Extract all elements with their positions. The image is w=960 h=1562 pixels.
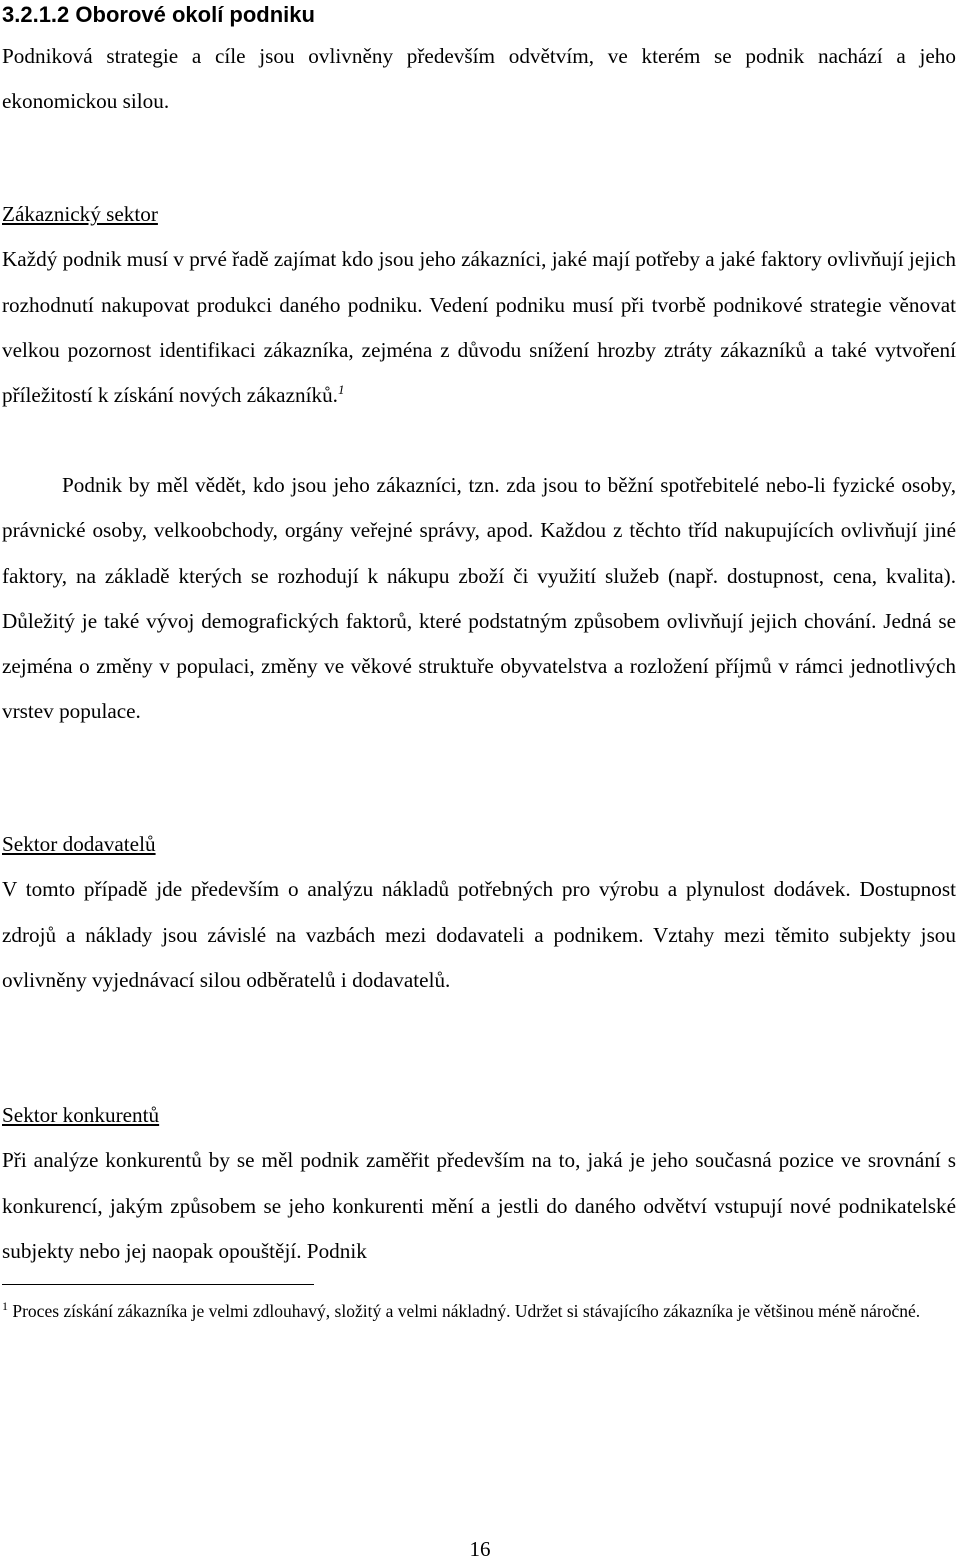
suppliers-section — [2, 822, 956, 1003]
intro-paragraph: Podniková strategie a cíle jsou ovlivněny především odvětvím, ve kterém se podnik nachází a jeho ekonomickou silou. — [2, 44, 956, 114]
footnote-marker: 1 — [2, 1299, 8, 1314]
suppliers-subheading: Sektor dodavatelů — [2, 832, 156, 856]
page-number: 16 — [469, 1537, 491, 1561]
customers-section — [2, 192, 956, 418]
customers-paragraph-2: Podnik by měl vědět, kdo jsou jeho zákazníci, tzn. zda jsou to běžní spotřebitelé nebo-li fyzické osoby, právnické osoby, velkoobchody, orgány veřejné správy, apod. Každou z těchto tříd nakupujících ovlivňují jiné faktory, na základě kterých se rozhodují k nákupu zboží či využití služeb (např. dostupnost, cena, kvalita). Důležitý je také vývoj demografických faktorů, které podstatným způsobem ovlivňují jejich chování. Jedná se zejména o změny v populaci, změny ve věkové struktuře obyvatelstva a rozložení příjmů v rámci jednotlivých vrstev populace. — [2, 473, 956, 724]
footnote-text: Proces získání zákazníka je velmi zdlouhavý, složitý a velmi nákladný. Udržet si stávajícího zákazníka je většinou méně náročné. — [12, 1301, 921, 1321]
customers-paragraph-1: Každý podnik musí v prvé řadě zajímat kdo jsou jeho zákazníci, jaké mají potřeby a jaké faktory ovlivňují jejich rozhodnutí nakupovat produkci daného podniku. Vedení podniku musí při tvorbě podnikové strategie věnovat velkou pozornost identifikaci zákazníka, zejména z důvodu snížení hrozby ztráty zákazníků a také vytvoření příležitostí k získání nových zákazníků. — [2, 247, 956, 408]
footnote — [2, 1298, 956, 1324]
customers-subheading: Zákaznický sektor — [2, 202, 158, 226]
section-heading: 3.2.1.2 Oborové okolí podniku — [2, 2, 315, 27]
footnote-separator — [2, 1284, 314, 1285]
competitors-section — [2, 1093, 956, 1274]
footnote-reference[interactable]: 1 — [337, 382, 345, 398]
suppliers-paragraph: V tomto případě jde především o analýzu nákladů potřebných pro výrobu a plynulost dodávek. Dostupnost zdrojů a náklady jsou závislé na vazbách mezi dodavateli a podnikem. Vztahy mezi těmito subjekty jsou ovlivněny vyjednávací silou odběratelů i dodavatelů. — [2, 877, 956, 992]
competitors-paragraph: Při analýze konkurentů by se měl podnik zaměřit především na to, jaká je jeho současná pozice ve srovnání s konkurencí, jakým způsobem se jeho konkurenti mění a jestli do daného odvětví vstupují nové podnikatelské subjekty nebo jej naopak opouštějí. Podnik — [2, 1148, 956, 1263]
competitors-subheading: Sektor konkurentů — [2, 1103, 160, 1127]
